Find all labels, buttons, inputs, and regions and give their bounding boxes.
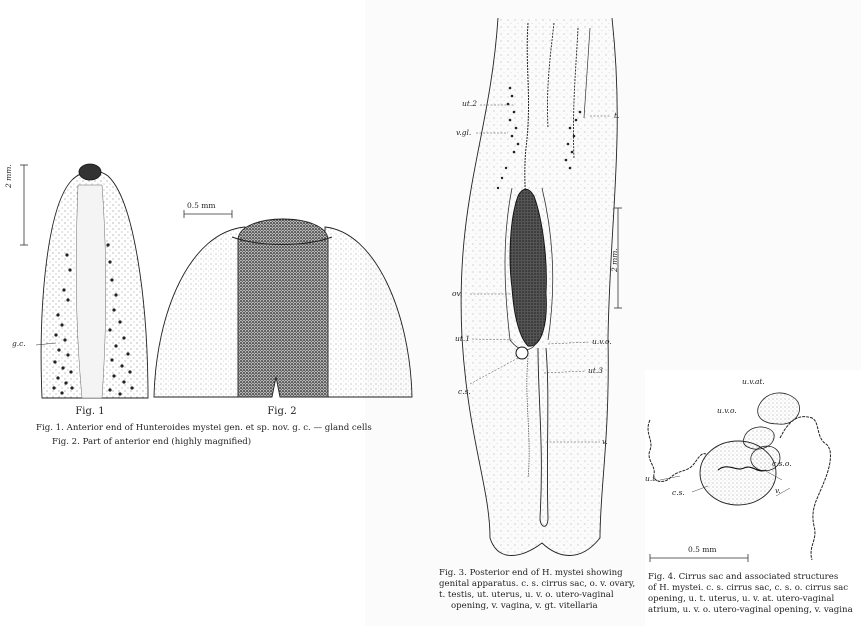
fig4-label-ut: u.t. xyxy=(645,474,658,483)
fig1-label: Fig. 1 xyxy=(75,406,105,417)
fig4-caption xyxy=(648,572,858,616)
fig3-label-cs: c.s. xyxy=(458,387,471,396)
fig3-label-v: v. xyxy=(602,437,608,446)
fig4-scale-label: 0.5 mm xyxy=(688,545,717,554)
fig3-caption-line-1: Fig. 3. Posterior end of H. mystei showing xyxy=(439,568,623,578)
fig3-label-t: t. xyxy=(614,111,620,120)
fig3-label-ut3: ut.3 xyxy=(588,366,603,375)
fig4-label-cs: c.s. xyxy=(672,488,685,497)
fig4-label-v: v. xyxy=(775,486,781,495)
figure-3 xyxy=(450,18,650,563)
fig3-scale-label: 2 mm. xyxy=(610,248,619,272)
figure-1 xyxy=(10,150,160,400)
fig1-caption: Fig. 1. Anterior end of Hunteroides mystei gen. et sp. nov. g. c. — gland cells xyxy=(36,423,372,433)
figure-4 xyxy=(640,378,855,568)
fig4-caption-line-4: atrium, u. v. o. utero-vaginal opening, v. vagina xyxy=(648,605,853,615)
fig3-label-ut2: ut.2 xyxy=(462,99,477,108)
fig1-scale-label: 2 mm. xyxy=(4,164,13,188)
fig4-label-uvat: u.v.at. xyxy=(742,377,765,386)
fig3-label-uvo: u.v.o. xyxy=(592,337,612,346)
fig1-gc-label: g.c. xyxy=(12,339,26,348)
fig2-label: Fig. 2 xyxy=(267,406,297,417)
fig3-caption-line-4: opening, v. vagina, v. gt. vitellaria xyxy=(451,601,598,611)
fig2-caption: Fig. 2. Part of anterior end (highly magnified) xyxy=(52,437,252,447)
fig4-caption-line-3: opening, u. t. uterus, u. v. at. utero-vaginal xyxy=(648,594,835,604)
fig3-caption xyxy=(439,568,639,612)
fig4-label-uvo: u.v.o. xyxy=(717,406,737,415)
fig3-label-vgl: v.gl. xyxy=(456,128,472,137)
fig4-caption-line-1: Fig. 4. Cirrus sac and associated structures xyxy=(648,572,839,582)
fig3-label-ov: ov. xyxy=(452,289,463,298)
fig3-label-ut1: ut.1 xyxy=(455,334,470,343)
fig4-caption-line-2: of H. mystei. c. s. cirrus sac, c. s. o. cirrus sac xyxy=(648,583,849,593)
fig2-scale-label: 0.5 mm xyxy=(187,201,216,210)
fig3-caption-line-2: genital apparatus. c. s. cirrus sac, o. v. ovary, xyxy=(439,579,636,589)
figure-2 xyxy=(150,192,420,402)
fig3-caption-line-3: t. testis, ut. uterus, u. v. o. utero-vaginal xyxy=(439,590,614,600)
fig4-label-cso: c.s.o. xyxy=(772,459,792,468)
